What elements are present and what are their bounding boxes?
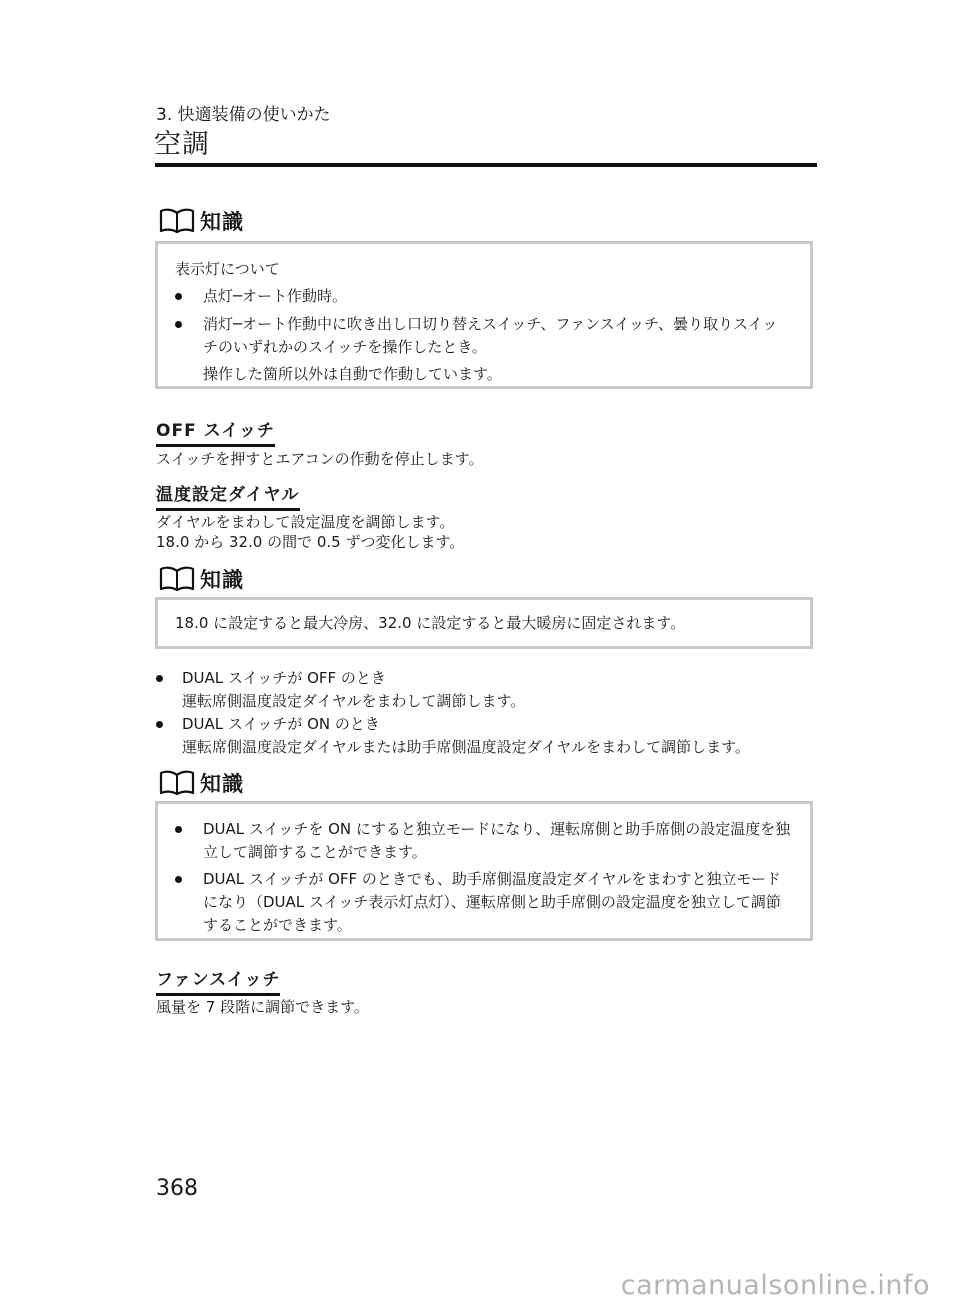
section-heading-off-switch: OFF スイッチ — [156, 416, 275, 447]
knowledge-label: 知識 — [200, 210, 244, 234]
title-rule — [155, 163, 817, 167]
section-heading-fan-switch: ファンスイッチ — [156, 965, 280, 996]
list-item: 消灯─オート作動中に吹き出し口切り替えスイッチ、ファンスイッチ、曇り取りスイッチのいずれかのスイッチを操作したとき。 — [175, 313, 792, 359]
list-item-note: 操作した箇所以外は自動で作動しています。 — [203, 365, 502, 383]
list-item: DUAL スイッチが OFF のとき — [156, 667, 816, 690]
knowledge-text: 18.0 に設定すると最大冷房、32.0 に設定すると最大暖房に固定されます。 — [175, 614, 686, 632]
dual-list — [156, 667, 816, 759]
section-text: スイッチを押すとエアコンの作動を停止します。 — [156, 450, 484, 468]
knowledge-label: 知識 — [200, 772, 244, 796]
page-title: 空調 — [154, 129, 210, 160]
knowledge-box-temp — [155, 597, 813, 649]
list-item: DUAL スイッチが OFF のときでも、助手席側温度設定ダイヤルをまわすと独立モードになり（DUAL スイッチ表示灯点灯）、運転席側と助手席側の設定温度を独立して調節することができます。 — [175, 868, 794, 937]
chapter-label: 3. 快適装備の使いかた — [156, 105, 331, 125]
knowledge-heading — [158, 204, 244, 238]
book-icon — [158, 769, 196, 797]
knowledge-box-dual — [155, 801, 813, 941]
list-item-desc: 運転席側温度設定ダイヤルをまわして調節します。 — [182, 692, 526, 710]
book-icon — [158, 565, 196, 593]
knowledge-box-indicator — [155, 241, 813, 389]
footer-watermark[interactable]: carmanualsonline.info — [620, 1270, 930, 1301]
section-heading-temp-dial: 温度設定ダイヤル — [156, 480, 300, 511]
list-item-desc: 運転席側温度設定ダイヤルまたは助手席側温度設定ダイヤルをまわして調節します。 — [182, 738, 750, 756]
knowledge-label: 知識 — [200, 568, 244, 592]
section-text: ダイヤルをまわして設定温度を調節します。 — [156, 513, 455, 531]
page-number: 368 — [156, 1176, 198, 1201]
section-text: 18.0 から 32.0 の間で 0.5 ずつ変化します。 — [156, 533, 465, 551]
knowledge-heading — [158, 766, 244, 800]
book-icon — [158, 207, 196, 235]
list-item: DUAL スイッチが ON のとき — [156, 713, 816, 736]
list-item: 点灯─オート作動時。 — [175, 285, 792, 308]
list-item: DUAL スイッチを ON にすると独立モードになり、運転席側と助手席側の設定温度を独立して調節することができます。 — [175, 818, 794, 864]
knowledge-heading — [158, 562, 244, 596]
knowledge-box-heading: 表示灯について — [175, 260, 280, 278]
section-text: 風量を 7 段階に調節できます。 — [156, 998, 369, 1016]
